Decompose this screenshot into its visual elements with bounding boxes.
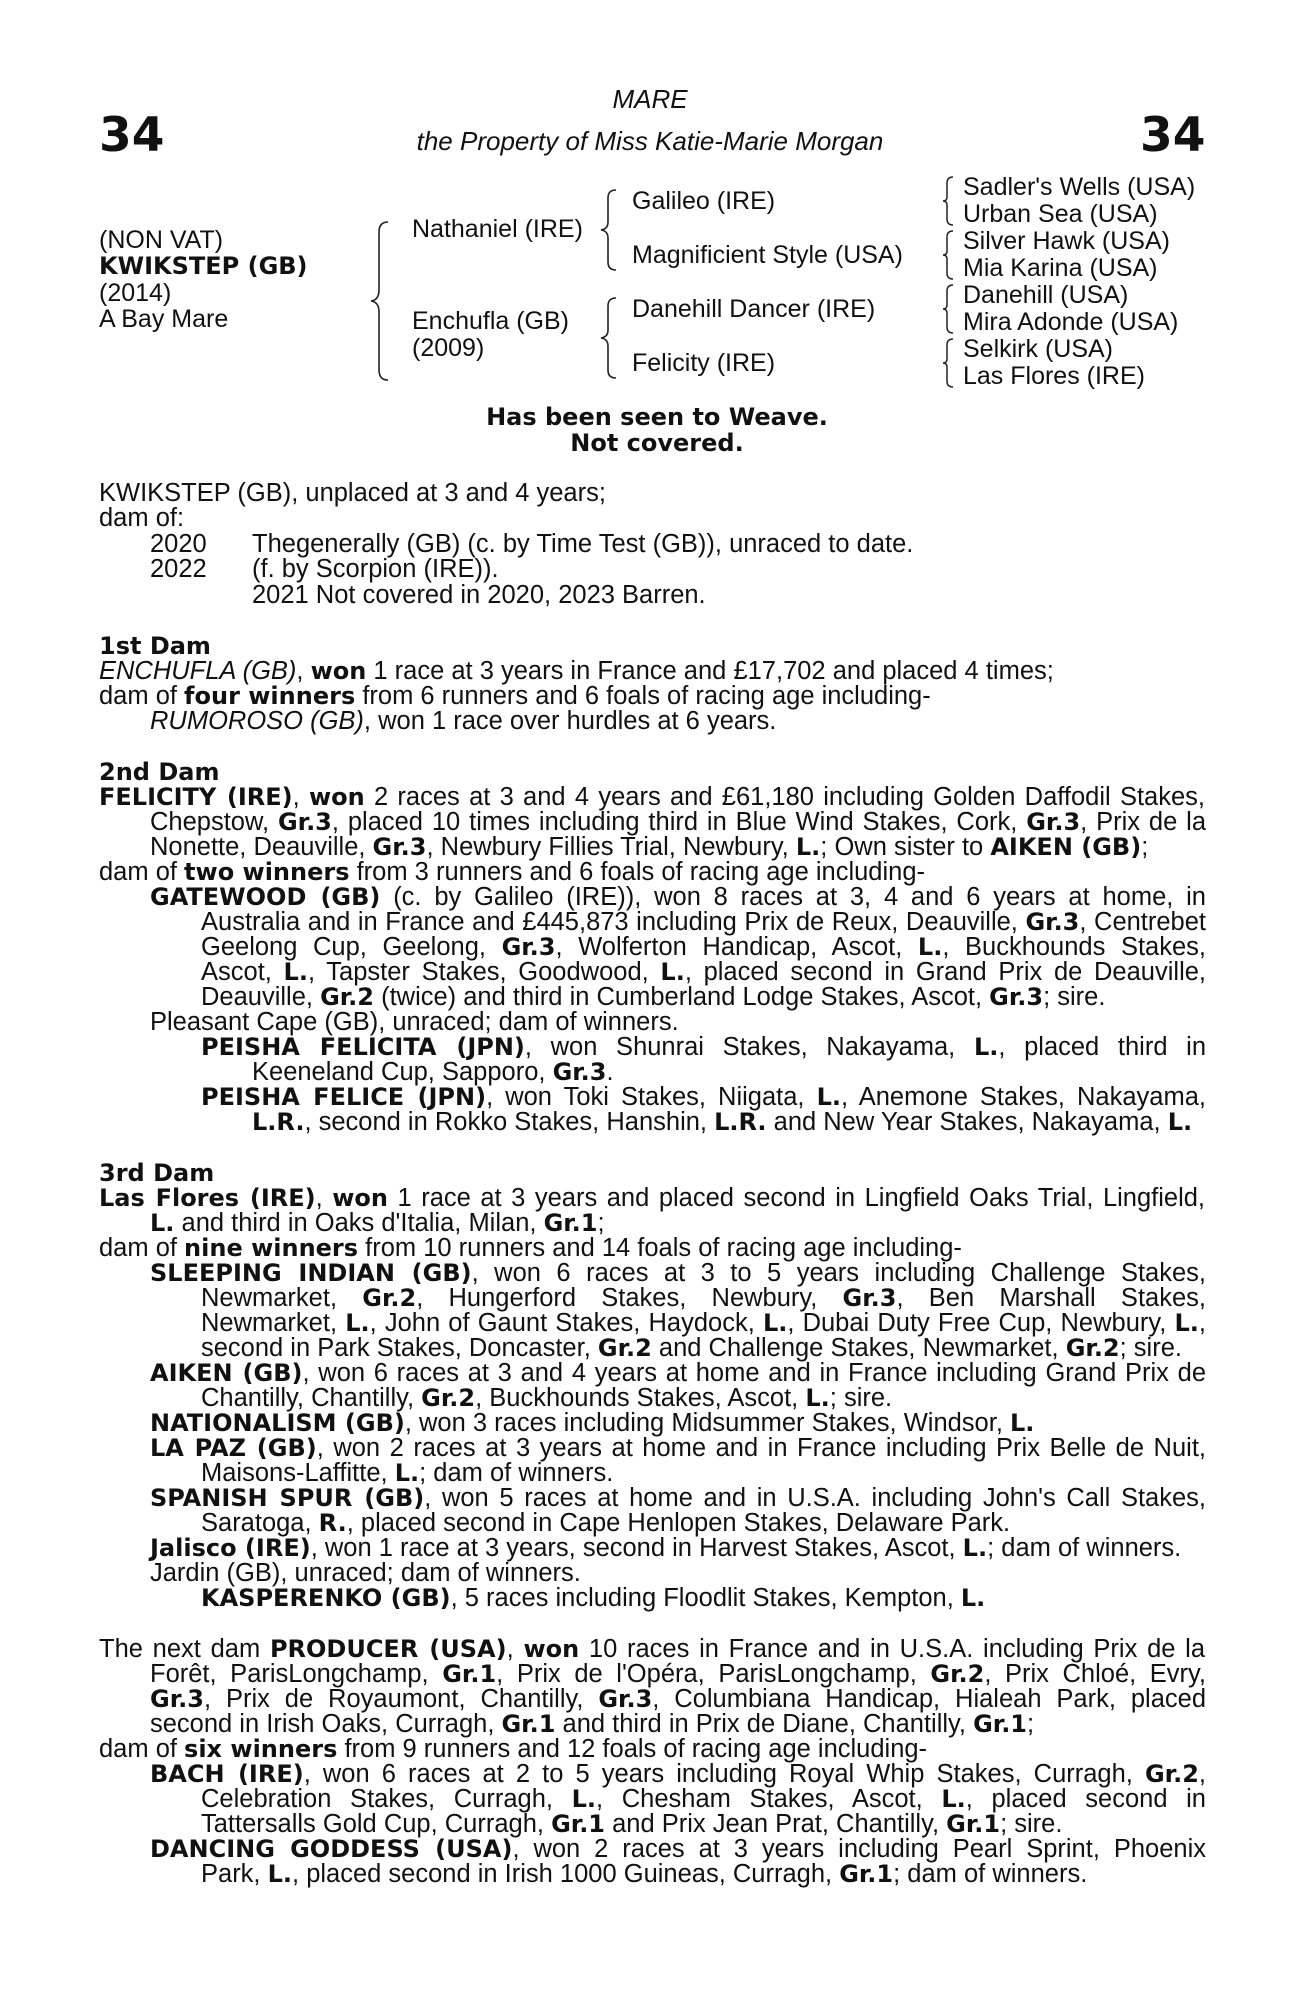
note-weave: Has been seen to Weave.	[486, 403, 828, 431]
sire-name: Nathaniel (IRE)	[412, 215, 583, 243]
pedigree-brace-sire	[598, 188, 620, 272]
produce-extra: 2021 Not covered in 2020, 2023 Barren.	[252, 581, 706, 609]
bold-run: GATEWOOD (GB)	[150, 883, 381, 911]
dam-name: Enchufla (GB)	[412, 307, 570, 335]
text-run: 10 races in France and in U.S.A. including Prix de la	[579, 1635, 1206, 1663]
dam2-line	[150, 835, 1148, 860]
bold-run: Gr.3	[598, 1685, 653, 1713]
text-run: ,	[292, 783, 309, 811]
produce-dam-of: dam of:	[99, 504, 185, 532]
text-run: Forêt, ParisLongchamp,	[150, 1660, 443, 1688]
text-run: ; sire.	[829, 1384, 893, 1412]
text-run: , Centrebet	[1079, 908, 1207, 936]
bold-run: AIKEN (GB)	[990, 833, 1142, 861]
bold-run: Gr.2	[320, 983, 374, 1011]
bold-run: L.	[962, 1534, 988, 1562]
text-run: Australia and in France and £445,873 including Prix de Reux, Deauville,	[201, 908, 1026, 936]
text-run: second in Park Stakes, Doncaster,	[201, 1334, 598, 1362]
gen3-5: Mira Adonde (USA)	[963, 308, 1179, 336]
produce-intro: KWIKSTEP (GB), unplaced at 3 and 4 years;	[99, 479, 606, 507]
next-dam-line	[150, 1712, 1034, 1737]
text-run: ,	[1198, 1760, 1206, 1788]
gen3-2: Silver Hawk (USA)	[963, 227, 1170, 255]
dam3-line	[201, 1386, 892, 1411]
bold-run: L.	[1167, 1108, 1193, 1136]
text-run: and Challenge Stakes, Newmarket,	[651, 1334, 1066, 1362]
lot-number-left: 34	[99, 108, 165, 163]
dam1-p2	[99, 684, 931, 709]
bold-run: L.R.	[252, 1108, 305, 1136]
dam3-line	[150, 1561, 581, 1586]
bold-run: BACH (IRE)	[150, 1760, 304, 1788]
text-run: , Columbiana Handicap, Hialeah Park, placed	[652, 1685, 1206, 1713]
bold-run: four winners	[184, 682, 356, 710]
dam3-line	[150, 1486, 1206, 1511]
text-run: , won Shunrai Stakes, Nakayama,	[524, 1033, 974, 1061]
text-run: and third in Oaks d'Italia, Milan,	[174, 1209, 544, 1237]
pedigree-brace-g3-2	[940, 283, 956, 335]
bold-run: Gr.1	[973, 1710, 1028, 1738]
text-run: , John of Gaunt Stakes, Haydock,	[369, 1309, 763, 1337]
dam2-line	[201, 1035, 1206, 1060]
text-run: ; sire.	[1000, 1810, 1063, 1838]
bold-run: Gr.2	[930, 1660, 985, 1688]
text-run: , won 3 races including Midsummer Stakes, Windsor,	[404, 1409, 1010, 1437]
pedigree-brace-g3-3	[940, 337, 956, 389]
text-run: Ascot,	[201, 958, 284, 986]
bold-run: Gr.2	[1144, 1760, 1199, 1788]
text-run: 1 race at 3 years in France and £17,702 and placed 4 times;	[366, 657, 1054, 685]
dam2-line	[201, 960, 1206, 985]
next-dam-line	[201, 1862, 1087, 1887]
text-run: and New Year Stakes, Nakayama,	[766, 1108, 1168, 1136]
text-run: , Prix Chloé, Evry,	[984, 1660, 1206, 1688]
text-run: from 10 runners and 14 foals of racing age including-	[358, 1234, 962, 1262]
gen2-3: Felicity (IRE)	[632, 349, 776, 377]
bold-run: L.	[571, 1785, 597, 1813]
dam3-line	[201, 1461, 613, 1486]
bold-run: won	[308, 783, 365, 811]
gen2-1: Magnificient Style (USA)	[632, 241, 903, 269]
pedigree-brace-g3-0	[940, 175, 956, 227]
consignor: the Property of Miss Katie-Marie Morgan	[416, 126, 884, 156]
gen2-2: Danehill Dancer (IRE)	[632, 295, 876, 323]
text-run: and Prix Jean Prat, Chantilly,	[605, 1810, 947, 1838]
text-run: ,	[296, 657, 311, 685]
text-run: , 5 races including Floodlit Stakes, Kempton,	[450, 1584, 961, 1612]
text-run: from 6 runners and 6 foals of racing age including-	[355, 682, 931, 710]
text-run: .	[606, 1058, 614, 1086]
bold-run: won	[310, 657, 367, 685]
bold-run: Gr.3	[372, 833, 427, 861]
dam2-line	[99, 860, 925, 885]
text-run: Nonette, Deauville,	[150, 833, 373, 861]
dam2-line	[201, 985, 1105, 1010]
next-dam-line	[99, 1737, 927, 1762]
text-run: , placed second in Irish 1000 Guineas, Curragh,	[292, 1860, 840, 1888]
bold-run: NATIONALISM (GB)	[150, 1409, 405, 1437]
next-dam-line	[150, 1762, 1206, 1787]
next-dam-line	[99, 1637, 1205, 1662]
bold-run: L.	[960, 1584, 986, 1612]
bold-run: PRODUCER (USA)	[269, 1635, 507, 1663]
italic-run: ENCHUFLA (GB)	[99, 657, 297, 685]
text-run: , placed second in Cape Henlopen Stakes, Delaware Park.	[346, 1509, 1011, 1537]
next-dam-line	[201, 1787, 1206, 1812]
subject-name: KWIKSTEP (GB)	[99, 252, 308, 280]
text-run: , Prix de Royaumont, Chantilly,	[203, 1685, 599, 1713]
text-run: Chantilly, Chantilly,	[201, 1384, 422, 1412]
text-run: , Chesham Stakes, Ascot,	[596, 1785, 942, 1813]
gen3-0: Sadler's Wells (USA)	[963, 173, 1196, 201]
bold-run: L.	[917, 933, 943, 961]
text-run: Jardin (GB), unraced; dam of winners.	[150, 1559, 581, 1587]
text-run: dam of	[99, 682, 185, 710]
dam2-line	[201, 910, 1206, 935]
dam3-line	[150, 1436, 1206, 1461]
dam3-line	[150, 1411, 1034, 1436]
lot-type: MARE	[612, 84, 688, 114]
bold-run: L.	[973, 1033, 999, 1061]
gen3-1: Urban Sea (USA)	[963, 200, 1158, 228]
dam2-line	[150, 810, 1206, 835]
text-run: , Hungerford Stakes, Newbury,	[416, 1284, 843, 1312]
bold-run: Gr.3	[989, 983, 1044, 1011]
subject-description: A Bay Mare	[99, 305, 229, 333]
dam2-line	[150, 885, 1206, 910]
bold-run: DANCING GODDESS (USA)	[150, 1835, 513, 1863]
bold-run: Gr.1	[543, 1209, 598, 1237]
next-dam-line	[150, 1837, 1206, 1862]
text-run: ,	[1198, 1309, 1206, 1337]
pedigree-brace-g3-1	[940, 229, 956, 281]
bold-run: FELICITY (IRE)	[99, 783, 293, 811]
bold-run: Gr.3	[277, 808, 332, 836]
dam1-p1	[99, 659, 1054, 684]
dam2-line	[252, 1110, 1192, 1135]
pedigree-brace-dam	[598, 296, 620, 380]
text-run: , won 1 race over hurdles at 6 years.	[363, 707, 777, 735]
text-run: , second in Rokko Stakes, Hanshin,	[304, 1108, 715, 1136]
note-not-covered: Not covered.	[570, 429, 744, 457]
bold-run: AIKEN (GB)	[150, 1359, 303, 1387]
bold-run: Gr.2	[1065, 1334, 1120, 1362]
text-run: Chepstow,	[150, 808, 278, 836]
text-run: , Dubai Duty Free Cup, Newbury,	[787, 1309, 1175, 1337]
text-run: , placed second in Grand Prix de Deauville,	[684, 958, 1206, 986]
bold-run: L.	[816, 1083, 841, 1111]
text-run: second in Irish Oaks, Curragh,	[150, 1710, 502, 1738]
bold-run: L.	[941, 1785, 966, 1813]
text-run: , Prix de la	[1080, 808, 1207, 836]
text-run: Celebration Stakes, Curragh,	[201, 1785, 572, 1813]
text-run: , Anemone Stakes, Nakayama,	[840, 1083, 1206, 1111]
bold-run: L.	[1010, 1409, 1035, 1437]
italic-run: RUMOROSO (GB)	[150, 707, 364, 735]
dam2-line	[150, 1010, 679, 1035]
text-run: (twice) and third in Cumberland Lodge Stakes, Ascot,	[374, 983, 990, 1011]
bold-run: L.	[660, 958, 685, 986]
text-run: , Ben Marshall Stakes,	[896, 1284, 1206, 1312]
produce-year-1: 2022	[150, 555, 207, 583]
text-run: dam of	[99, 1234, 185, 1262]
text-run: ; dam of winners.	[893, 1860, 1088, 1888]
subject-year: (2014)	[99, 279, 172, 307]
bold-run: Gr.1	[551, 1810, 606, 1838]
text-run: , placed second in	[965, 1785, 1206, 1813]
bold-run: PEISHA FELICITA (JPN)	[201, 1033, 525, 1061]
text-run: , Tapster Stakes, Goodwood,	[307, 958, 661, 986]
bold-run: Gr.2	[597, 1334, 652, 1362]
bold-run: L.	[150, 1209, 175, 1237]
text-run: , won 2 races at 3 years at home and in France including Prix Belle de Nuit,	[316, 1434, 1206, 1462]
bold-run: L.	[1174, 1309, 1199, 1337]
bold-run: R.	[318, 1509, 347, 1537]
text-run: Park,	[201, 1860, 268, 1888]
text-run: , placed third in	[998, 1033, 1207, 1061]
text-run: Deauville,	[201, 983, 321, 1011]
text-run: ; sire.	[1119, 1334, 1182, 1362]
dam2-line	[201, 1085, 1206, 1110]
next-dam-line	[150, 1687, 1206, 1712]
bold-run: Gr.1	[946, 1810, 1001, 1838]
bold-run: Gr.3	[552, 1058, 607, 1086]
bold-run: Las Flores (IRE)	[99, 1184, 316, 1212]
lot-number-right: 34	[1140, 108, 1206, 163]
text-run: from 3 runners and 6 foals of racing age including-	[349, 858, 926, 886]
text-run: and third in Prix de Diane, Chantilly,	[555, 1710, 974, 1738]
text-run: Newmarket,	[201, 1309, 346, 1337]
bold-run: Gr.3	[501, 933, 556, 961]
dam3-line	[201, 1586, 985, 1611]
text-run: ,	[506, 1635, 524, 1663]
text-run: Tattersalls Gold Cup, Curragh,	[201, 1810, 552, 1838]
produce-text-0: Thegenerally (GB) (c. by Time Test (GB)), unraced to date.	[252, 530, 914, 558]
text-run: Saratoga,	[201, 1509, 319, 1537]
text-run: (c. by Galileo (IRE)), won 8 races at 3, 4 and 6 years at home, in	[380, 883, 1206, 911]
text-run: 1 race at 3 years and placed second in Lingfield Oaks Trial, Lingfield,	[388, 1184, 1206, 1212]
text-run: Keeneland Cup, Sapporo,	[252, 1058, 553, 1086]
gen3-3: Mia Karina (USA)	[963, 254, 1158, 282]
text-run: dam of	[99, 1735, 185, 1763]
dam2-line	[201, 935, 1206, 960]
text-run: , won 1 race at 3 years, second in Harvest Stakes, Ascot,	[310, 1534, 963, 1562]
dam3-line	[99, 1186, 1205, 1211]
bold-run: Gr.3	[1025, 908, 1080, 936]
bold-run: Gr.2	[421, 1384, 476, 1412]
gen3-4: Danehill (USA)	[963, 281, 1129, 309]
bold-run: Gr.1	[839, 1860, 894, 1888]
text-run: ; dam of winners.	[987, 1534, 1182, 1562]
bold-run: L.	[762, 1309, 788, 1337]
bold-run: PEISHA FELICE (JPN)	[201, 1083, 487, 1111]
text-run: , Buckhounds Stakes,	[942, 933, 1206, 961]
bold-run: Gr.1	[442, 1660, 497, 1688]
bold-run: SPANISH SPUR (GB)	[150, 1484, 425, 1512]
bold-run: L.	[805, 1384, 830, 1412]
next-dam-line	[150, 1662, 1206, 1687]
bold-run: L.	[394, 1459, 420, 1487]
text-run: Newmarket,	[201, 1284, 363, 1312]
text-run: 2 races at 3 and 4 years and £61,180 including Golden Daffodil Stakes,	[364, 783, 1205, 811]
text-run: , Buckhounds Stakes, Ascot,	[475, 1384, 806, 1412]
text-run: ;	[1141, 833, 1149, 861]
text-run: , won 2 races at 3 years including Pearl Sprint, Phoenix	[512, 1835, 1206, 1863]
dam3-line	[150, 1261, 1206, 1286]
dam1-heading: 1st Dam	[99, 632, 211, 660]
text-run: , won 6 races at 3 and 4 years at home and in France including Grand Prix de	[302, 1359, 1206, 1387]
text-run: The next dam	[99, 1635, 270, 1663]
bold-run: Gr.2	[362, 1284, 417, 1312]
text-run: , Prix de l'Opéra, ParisLongchamp,	[496, 1660, 931, 1688]
dam3-line	[201, 1336, 1182, 1361]
text-run: , placed 10 times including third in Blue Wind Stakes, Cork,	[331, 808, 1027, 836]
bold-run: Gr.3	[1026, 808, 1081, 836]
dam1-p3	[150, 709, 776, 734]
bold-run: won	[523, 1635, 580, 1663]
text-run: , won 6 races at 2 to 5 years including Royal Whip Stakes, Curragh,	[303, 1760, 1145, 1788]
produce-text-1: (f. by Scorpion (IRE)).	[252, 555, 499, 583]
pedigree-brace-main	[368, 220, 392, 382]
bold-run: won	[332, 1184, 388, 1212]
bold-run: L.	[283, 958, 308, 986]
text-run: ; dam of winners.	[419, 1459, 614, 1487]
text-run: Geelong Cup, Geelong,	[201, 933, 502, 961]
text-run: dam of	[99, 858, 185, 886]
text-run: , won 6 races at 3 to 5 years including Challenge Stakes,	[471, 1259, 1207, 1287]
text-run: Maisons-Laffitte,	[201, 1459, 395, 1487]
produce-year-0: 2020	[150, 530, 207, 558]
text-run: , Wolferton Handicap, Ascot,	[555, 933, 918, 961]
bold-run: L.R.	[714, 1108, 767, 1136]
bold-run: L.	[345, 1309, 370, 1337]
bold-run: L.	[267, 1860, 293, 1888]
text-run: ; Own sister to	[820, 833, 991, 861]
dam3-line	[201, 1311, 1206, 1336]
bold-run: Gr.1	[501, 1710, 556, 1738]
text-run: , won 5 races at home and in U.S.A. including John's Call Stakes,	[424, 1484, 1206, 1512]
text-run: from 9 runners and 12 foals of racing age including-	[337, 1735, 928, 1763]
subject-vat: (NON VAT)	[99, 226, 224, 254]
text-run: ;	[1027, 1710, 1035, 1738]
bold-run: SLEEPING INDIAN (GB)	[150, 1259, 472, 1287]
bold-run: LA PAZ (GB)	[150, 1434, 317, 1462]
bold-run: six winners	[184, 1735, 338, 1763]
dam3-line	[201, 1286, 1206, 1311]
bold-run: Jalisco (IRE)	[150, 1534, 311, 1562]
gen3-7: Las Flores (IRE)	[963, 362, 1145, 390]
dam3-line	[201, 1511, 1010, 1536]
bold-run: KASPERENKO (GB)	[201, 1584, 451, 1612]
text-run: ,	[315, 1184, 333, 1212]
next-dam-line	[201, 1812, 1062, 1837]
dam3-line	[99, 1236, 962, 1261]
dam3-line	[150, 1211, 605, 1236]
text-run: ;	[597, 1209, 605, 1237]
dam2-line	[99, 785, 1205, 810]
bold-run: nine winners	[184, 1234, 359, 1262]
bold-run: L.	[795, 833, 821, 861]
bold-run: Gr.3	[842, 1284, 897, 1312]
dam3-line	[150, 1361, 1206, 1386]
text-run: ; sire.	[1043, 983, 1106, 1011]
dam-year: (2009)	[412, 334, 485, 362]
text-run: , won Toki Stakes, Niigata,	[486, 1083, 817, 1111]
gen3-6: Selkirk (USA)	[963, 335, 1114, 363]
dam2-heading: 2nd Dam	[99, 758, 220, 786]
gen2-0: Galileo (IRE)	[632, 187, 776, 215]
dam3-line	[150, 1536, 1181, 1561]
dam3-heading: 3rd Dam	[99, 1159, 215, 1187]
dam2-line	[252, 1060, 614, 1085]
text-run: , Newbury Fillies Trial, Newbury,	[426, 833, 796, 861]
text-run: Pleasant Cape (GB), unraced; dam of winners.	[150, 1008, 679, 1036]
bold-run: two winners	[184, 858, 350, 886]
bold-run: Gr.3	[150, 1685, 204, 1713]
